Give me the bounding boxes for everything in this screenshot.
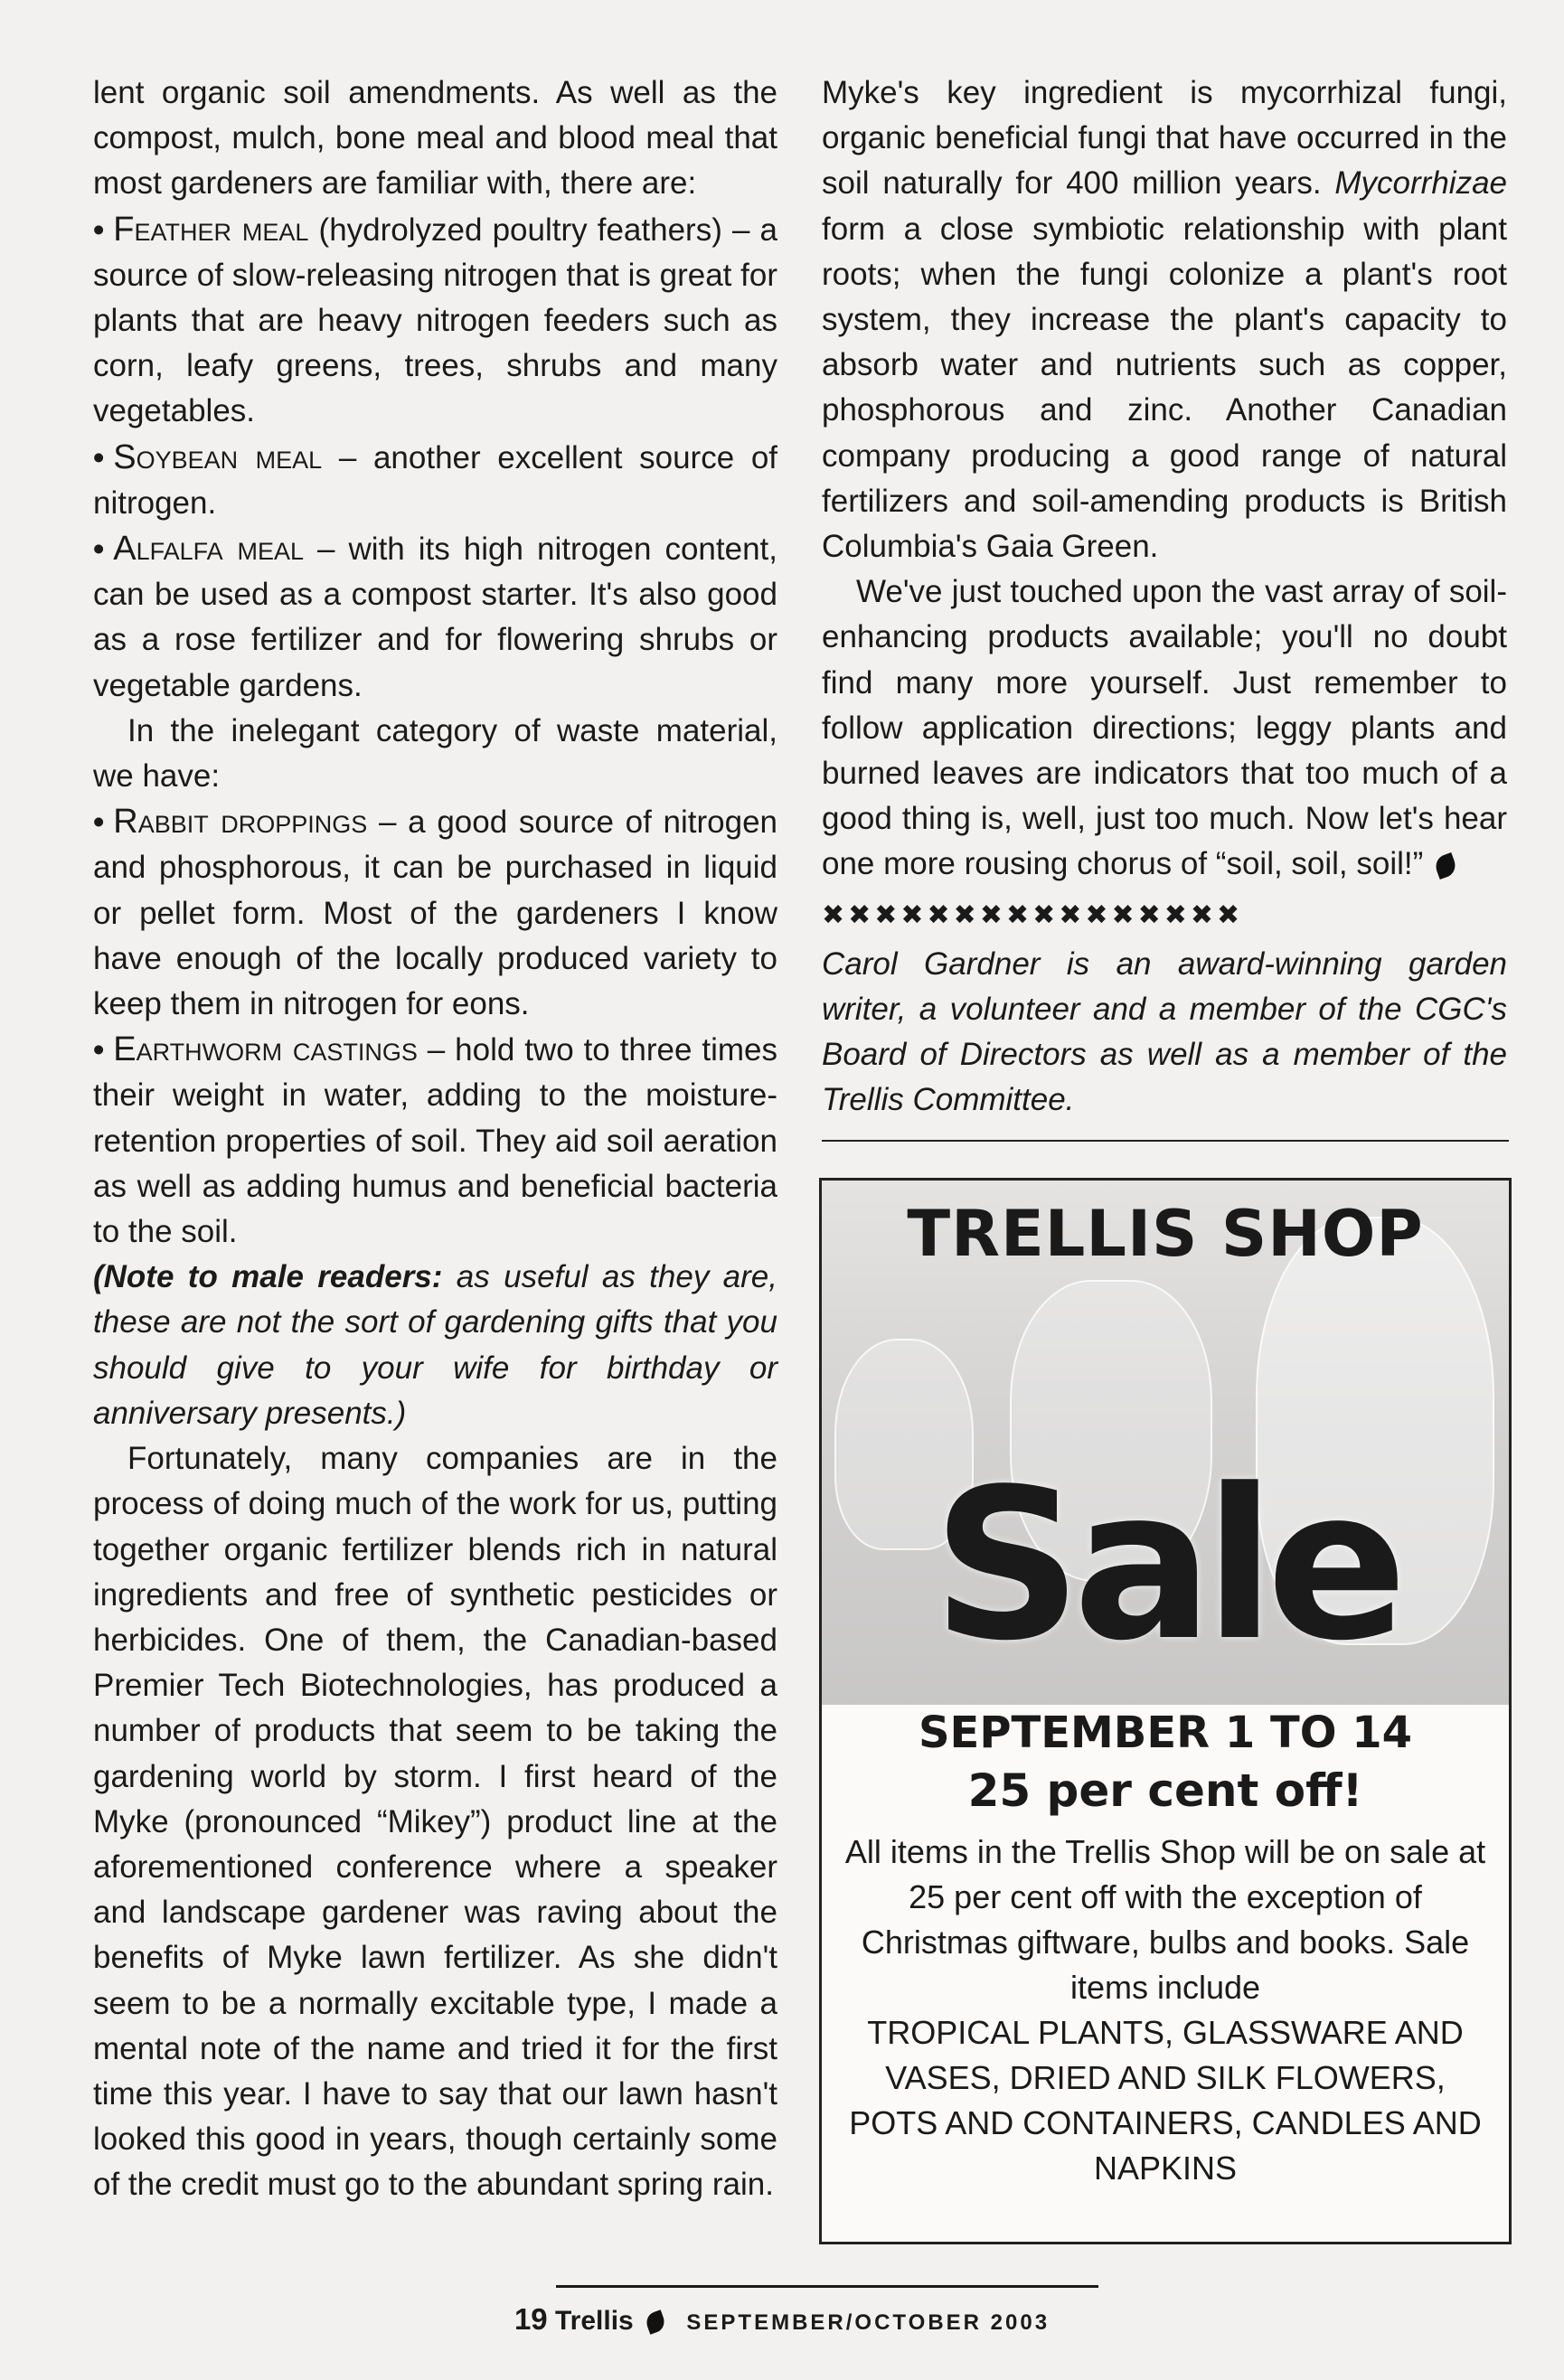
paragraph-text: Myke's key ingredient is mycorrhizal fungi, organic beneficial fungi that have occurred in the soil naturally for 400 million years.: [822, 75, 1507, 202]
bullet-icon: •: [93, 804, 105, 841]
leaf-icon: [1433, 852, 1459, 880]
note-text: as useful as they are, these are not the sort of gardening gifts that you should give to your wife for birthday or anniversary presents.): [93, 1259, 777, 1431]
bullet-icon: •: [93, 532, 105, 568]
page-number: 19: [513, 2302, 548, 2336]
sale-dates: SEPTEMBER 1 TO 14: [918, 1707, 1413, 1758]
sale-items: TROPICAL PLANTS, GLASSWARE AND VASES, DRIED AND SILK FLOWERS, POTS AND CONTAINERS, CANDLES AND NAPKINS: [849, 2014, 1482, 2187]
sale-discount: 25 per cent off!: [967, 1764, 1363, 1817]
author-bio: Carol Gardner is an award-winning garden writer, a volunteer and a member of the CGC's Board of Directors as well as a member of the Trellis Committee.: [822, 945, 1507, 1118]
bullet-term: Rabbit droppings: [113, 803, 368, 842]
bullet-icon: •: [93, 439, 105, 475]
sale-headline: Sale: [932, 1445, 1399, 1687]
paragraph: [822, 71, 1507, 569]
bullet-term: Feather meal: [113, 210, 309, 249]
italic-term: Mycorrhizae: [1334, 165, 1507, 202]
bullet-icon: •: [93, 1032, 105, 1068]
right-column: [822, 71, 1507, 1124]
bullet-term: Alfalfa meal: [113, 530, 305, 569]
paragraph-text: We've just touched upon the vast array of soil-enhancing products available; you'll no doubt find many more yourself. Just remember to follow application directions; leggy plants and burned leaves are indicators that too much of a good thing is, well, just too much. Now let's hear one more rousing chorus of “soil, soil, soil!”: [822, 574, 1507, 882]
bullet-earthworm-castings: [93, 1027, 777, 1255]
page-footer: [0, 2302, 1564, 2337]
paragraph-text: form a close symbiotic relationship with plant roots; when the fungi colonize a plant's root system, they increase the plant's capacity to absorb water and nutrients such as copper, phosphorous and zinc. Another Canadian company producing a good range of natural fertilizers and soil-amending products is British Columbia's Gaia Green.: [822, 211, 1507, 565]
bullet-text: – a good source of nitrogen and phosphorous, it can be purchased in liquid or pellet form. Most of the gardeners I know have enough of the locally produced variety to keep them in nitrogen for eons.: [93, 804, 778, 1022]
paragraph: Fortunately, many companies are in the process of doing much of the work for us, putting together organic fertilizer blends rich in natural ingredients and free of synthetic pesticides or herbicides. One of them, the Canadian-based Premier Tech Biotechnologies, has produced a number of products that seem to be taking the gardening world by storm. I first heard of the Myke (pronounced “Mikey”) product line at the aforementioned conference where a speaker and landscape gardener was raving about the benefits of Myke lawn fertilizer. As she didn't seem to be a normally excitable type, I made a mental note of the name and tried it for the first time this year. I have to say that our lawn hasn't looked this good in years, though certainly some of the credit must go to the abundant spring rain.: [93, 1441, 777, 2203]
bullet-soybean-meal: [93, 435, 777, 526]
left-column: [93, 71, 777, 2208]
leaf-icon: [644, 2309, 667, 2335]
bullet-term: Soybean meal: [113, 437, 323, 476]
bullet-term: Earthworm castings: [113, 1030, 418, 1069]
paragraph: lent organic soil amendments. As well as the compost, mulch, bone meal and blood meal that most gardeners are familiar with, there are:: [93, 75, 777, 202]
publication-name: Trellis: [555, 2306, 634, 2336]
bullet-alfalfa-meal: [93, 526, 777, 709]
star-divider: ✖✖✖✖✖✖✖✖✖✖✖✖✖✖✖✖: [822, 899, 1244, 930]
bullet-feather-meal: [93, 207, 777, 435]
footer-rule: [556, 2285, 1098, 2288]
ad-body: All items in the Trellis Shop will be on sale at 25 per cent off with the exception of Christmas giftware, bulbs and books. Sale items include: [844, 1833, 1486, 2006]
paragraph: In the inelegant category of waste material, we have:: [93, 712, 777, 795]
bullet-icon: •: [93, 212, 105, 248]
note-lead: (Note to male readers:: [93, 1259, 443, 1295]
closing-paragraph: [822, 569, 1507, 887]
bullet-text: – with its high nitrogen content, can be used as a compost starter. It's also good as a rose fertilizer and for flowering shrubs or vegetable gardens.: [93, 532, 777, 703]
divider-line: [822, 1140, 1509, 1142]
bullet-text: – another excellent source of nitrogen.: [93, 439, 778, 521]
bullet-text: – hold two to three times their weight in water, adding to the moisture-retention properties of soil. They aid soil aeration as well as adding humus and beneficial bacteria to the soil.: [93, 1032, 777, 1250]
bullet-text: (hydrolyzed poultry feathers) – a source of slow-releasing nitrogen that is great for plants that are heavy nitrogen feeders such as corn, leafy greens, trees, shrubs and many vegetables.: [93, 212, 777, 429]
ad-title: TRELLIS SHOP: [907, 1197, 1424, 1271]
trellis-shop-ad: [819, 1178, 1512, 2244]
note-paragraph: [93, 1255, 777, 1436]
issue-date: SEPTEMBER/OCTOBER 2003: [686, 2310, 1051, 2335]
bullet-rabbit-droppings: [93, 799, 777, 1027]
